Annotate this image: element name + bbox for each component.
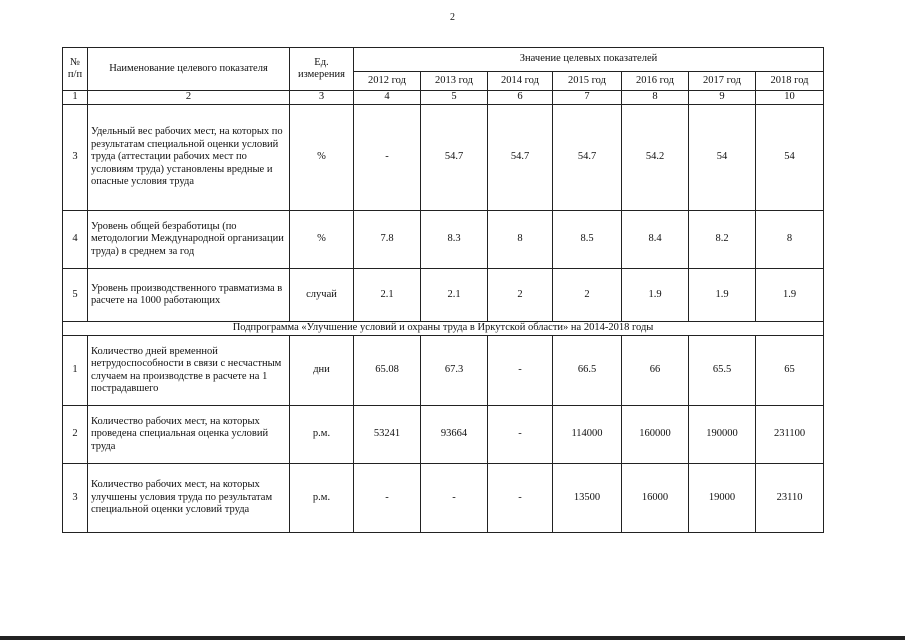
value-cell: 16000 — [622, 464, 689, 533]
column-number: 7 — [553, 91, 622, 105]
subprogram-row — [63, 322, 824, 336]
value-cell: 8.2 — [689, 211, 756, 269]
value-cell: 8.3 — [421, 211, 488, 269]
indicator-name: Уровень производственного травматизма в расчете на 1000 работающих — [88, 269, 290, 322]
value-cell: 19000 — [689, 464, 756, 533]
indicator-name: Количество рабочих мест, на которых улучшены условия труда по результатам специальной оценки условий труда — [88, 464, 290, 533]
value-cell: 54.7 — [553, 105, 622, 211]
subprogram-title: Подпрограмма «Улучшение условий и охраны труда в Иркутской области» на 2014-2018 годы — [63, 322, 824, 336]
value-cell: 8.5 — [553, 211, 622, 269]
header-values-group: Значение целевых показателей — [354, 48, 824, 72]
unit-cell: р.м. — [290, 464, 354, 533]
value-cell: 1.9 — [622, 269, 689, 322]
column-number: 10 — [756, 91, 824, 105]
header-num: № п/п — [63, 48, 88, 91]
value-cell: 190000 — [689, 406, 756, 464]
table-row — [63, 269, 824, 322]
value-cell: 54.2 — [622, 105, 689, 211]
row-number: 3 — [63, 464, 88, 533]
value-cell: 66 — [622, 336, 689, 406]
column-number: 4 — [354, 91, 421, 105]
unit-cell: случай — [290, 269, 354, 322]
value-cell: 54.7 — [421, 105, 488, 211]
column-numbers-row — [63, 91, 824, 105]
value-cell: 54 — [689, 105, 756, 211]
target-indicators-table — [62, 47, 824, 533]
row-number: 4 — [63, 211, 88, 269]
row-number: 3 — [63, 105, 88, 211]
column-number: 2 — [88, 91, 290, 105]
value-cell: 65.08 — [354, 336, 421, 406]
header-row-1 — [63, 48, 824, 72]
indicator-name: Удельный вес рабочих мест, на которых по результатам специальной оценки условий труда (аттестации рабочих мест по условиям труда) установлены вредные и опасные условия труда — [88, 105, 290, 211]
table-row — [63, 464, 824, 533]
value-cell: - — [354, 105, 421, 211]
value-cell: 65 — [756, 336, 824, 406]
value-cell: 8 — [756, 211, 824, 269]
column-number: 1 — [63, 91, 88, 105]
unit-cell: % — [290, 105, 354, 211]
scan-edge-line — [0, 636, 905, 640]
unit-cell: % — [290, 211, 354, 269]
value-cell: - — [421, 464, 488, 533]
value-cell: 53241 — [354, 406, 421, 464]
page-number: 2 — [450, 12, 455, 23]
value-cell: 1.9 — [756, 269, 824, 322]
header-unit: Ед. измерения — [290, 48, 354, 91]
unit-cell: р.м. — [290, 406, 354, 464]
column-number: 3 — [290, 91, 354, 105]
header-year: 2017 год — [689, 72, 756, 91]
header-year: 2013 год — [421, 72, 488, 91]
value-cell: 67.3 — [421, 336, 488, 406]
header-year: 2012 год — [354, 72, 421, 91]
value-cell: 2.1 — [421, 269, 488, 322]
value-cell: - — [488, 336, 553, 406]
value-cell: - — [488, 406, 553, 464]
row-number: 5 — [63, 269, 88, 322]
header-year: 2016 год — [622, 72, 689, 91]
column-number: 5 — [421, 91, 488, 105]
header-indicator-name: Наименование целевого показателя — [88, 48, 290, 91]
value-cell: 160000 — [622, 406, 689, 464]
value-cell: 54 — [756, 105, 824, 211]
table-row — [63, 105, 824, 211]
row-number: 2 — [63, 406, 88, 464]
value-cell: 65.5 — [689, 336, 756, 406]
value-cell: 114000 — [553, 406, 622, 464]
header-year: 2014 год — [488, 72, 553, 91]
value-cell: 54.7 — [488, 105, 553, 211]
value-cell: 2.1 — [354, 269, 421, 322]
value-cell: 8 — [488, 211, 553, 269]
value-cell: 66.5 — [553, 336, 622, 406]
column-number: 8 — [622, 91, 689, 105]
value-cell: - — [354, 464, 421, 533]
table-row — [63, 211, 824, 269]
table-row — [63, 406, 824, 464]
table-row — [63, 336, 824, 406]
indicator-name: Уровень общей безработицы (по методологии Международной организации труда) в среднем за год — [88, 211, 290, 269]
value-cell: 13500 — [553, 464, 622, 533]
value-cell: 7.8 — [354, 211, 421, 269]
value-cell: 23110 — [756, 464, 824, 533]
value-cell: - — [488, 464, 553, 533]
value-cell: 1.9 — [689, 269, 756, 322]
header-year: 2015 год — [553, 72, 622, 91]
value-cell: 2 — [488, 269, 553, 322]
column-number: 9 — [689, 91, 756, 105]
indicator-name: Количество дней временной нетрудоспособности в связи с несчастным случаем на производстве в расчете на 1 пострадавшего — [88, 336, 290, 406]
value-cell: 8.4 — [622, 211, 689, 269]
indicator-name: Количество рабочих мест, на которых проведена специальная оценка условий труда — [88, 406, 290, 464]
row-number: 1 — [63, 336, 88, 406]
value-cell: 2 — [553, 269, 622, 322]
header-year: 2018 год — [756, 72, 824, 91]
value-cell: 231100 — [756, 406, 824, 464]
unit-cell: дни — [290, 336, 354, 406]
value-cell: 93664 — [421, 406, 488, 464]
column-number: 6 — [488, 91, 553, 105]
